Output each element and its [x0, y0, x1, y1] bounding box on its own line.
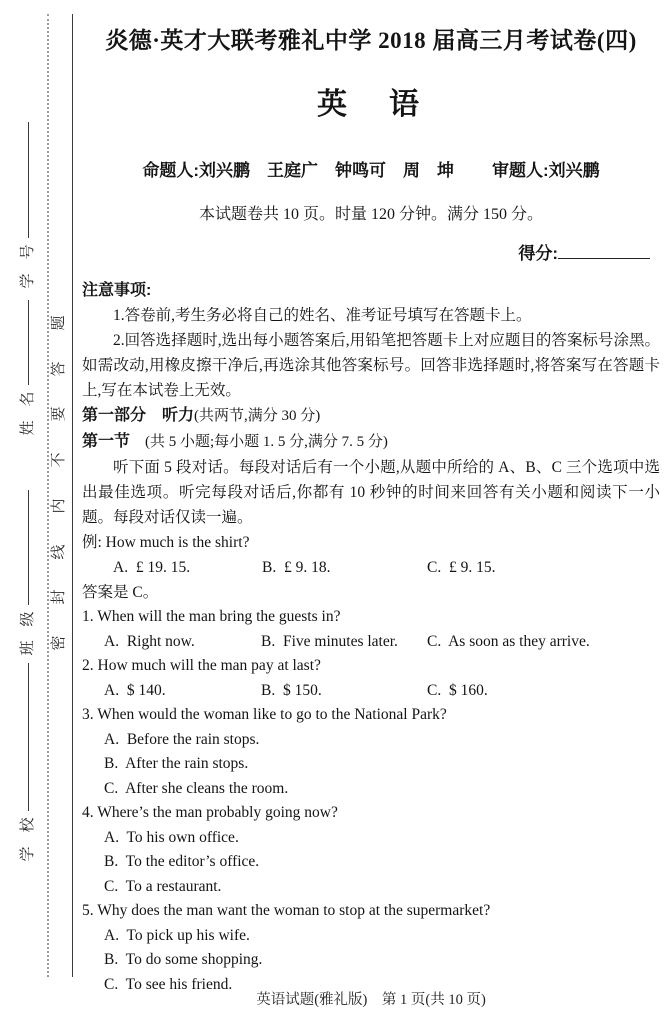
section-one-heading-bold: 第一节 [82, 433, 131, 450]
question-1-options [82, 630, 660, 655]
question-1-option-b: B. Five minutes later. [261, 632, 398, 650]
question-1-option-a: A. Right now. [104, 632, 195, 650]
question-4-number: 4. [82, 804, 98, 821]
notice-item-1: 1.答卷前,考生务必将自己的姓名、准考证号填写在答题卡上。 [113, 307, 532, 324]
question-5-option-c: C. To see his friend. [104, 975, 233, 993]
part-one-heading-note: (共两节,满分 30 分) [194, 408, 321, 424]
example-option-a: A. £ 19. 15. [113, 559, 191, 576]
question-4-option-c: C. To a restaurant. [104, 877, 222, 895]
question-4-text: Where’s the man probably going now? [97, 804, 338, 821]
question-5 [82, 899, 660, 924]
question-1-number: 1. [82, 608, 98, 625]
subject-title: 英 语 [317, 88, 425, 121]
seal-field-name [16, 300, 40, 436]
question-2-options [82, 679, 660, 704]
question-2-option-b: B. $ 150. [261, 681, 322, 699]
seal-notice-char: 密 [51, 635, 67, 651]
example-option-b: B. £ 9. 18. [262, 559, 331, 576]
question-2 [82, 654, 660, 679]
question-2-option-c: C. $ 160. [427, 681, 488, 699]
listening-instructions: 听下面 5 段对话。每段对话后有一个小题,从题中所给的 A、B、C 三个选项中选出最佳选项。听完每段对话后,你都有 10 秒钟的时间来回答有关小题和阅读下一小题。每段对话仅读一遍。 [82, 459, 660, 526]
seal-field-school [16, 663, 40, 862]
seal-notice-char: 封 [51, 589, 67, 605]
exam-title: 炎德·英才大联考雅礼中学 2018 届高三月考试卷(四) [105, 28, 637, 53]
class-blank-line [28, 490, 29, 605]
section-one-heading [82, 429, 660, 455]
seal-field-char: 校 [20, 817, 36, 833]
student-id-blank-line [28, 122, 29, 238]
question-4-option-b: B. To the editor’s office. [104, 853, 260, 870]
seal-field-char: 级 [20, 611, 36, 627]
seal-field-char: 学 [20, 273, 36, 289]
question-2-option-a: A. $ 140. [104, 681, 166, 699]
main-content [82, 0, 660, 997]
setters-line [82, 160, 660, 182]
example-answer: 答案是 C。 [82, 584, 159, 601]
question-4-option-a: A. To his own office. [104, 828, 239, 846]
question-1 [82, 605, 660, 630]
seal-notice-char: 不 [51, 452, 67, 468]
question-5-option-a: A. To pick up his wife. [104, 926, 250, 944]
seal-notice-text [51, 315, 67, 651]
question-2-text: How much will the man pay at last? [97, 657, 321, 674]
example-prompt: 例: How much is the shirt? [82, 534, 250, 551]
question-1-option-c: C. As soon as they arrive. [427, 632, 590, 650]
seal-field-char: 号 [20, 244, 36, 260]
part-one-heading-bold: 第一部分 听力 [82, 407, 195, 424]
setters-label: 命题人: [142, 161, 199, 180]
notice-item-2: 2.回答选择题时,选出每小题答案后,用铅笔把答题卡上对应题目的答案标号涂黑。如需改动,用橡皮擦干净后,再选涂其他答案标号。回答非选择题时,将答案写在答题卡上,写在本试卷上无效。 [82, 332, 660, 399]
question-3-option-b: B. After the rain stops. [104, 755, 249, 772]
question-3 [82, 703, 660, 728]
question-5-text: Why does the man want the woman to stop at the supermarket? [97, 902, 491, 919]
seal-field-char: 班 [20, 640, 36, 656]
question-4 [82, 801, 660, 826]
part-one-heading [82, 403, 660, 429]
seal-field-student-id [16, 122, 40, 289]
question-1-text: When will the man bring the guests in? [97, 608, 341, 625]
score-line [82, 242, 650, 266]
seal-dotted-line [47, 14, 49, 977]
seal-notice-char: 要 [51, 406, 67, 422]
score-blank-line [558, 243, 650, 259]
question-3-text: When would the woman like to go to the National Park? [97, 706, 447, 723]
setters-names: 刘兴鹏 王庭广 钟鸣可 周 坤 [199, 161, 454, 180]
question-3-number: 3. [82, 706, 98, 723]
seal-notice-char: 线 [51, 544, 67, 560]
question-3-option-a: A. Before the rain stops. [104, 730, 260, 748]
page-footer: 英语试题(雅礼版) 第 1 页(共 10 页) [256, 992, 486, 1008]
reviewer-label: 审题人: [492, 161, 549, 180]
name-blank-line [28, 300, 29, 385]
seal-notice-char: 题 [51, 315, 67, 331]
example-options [82, 555, 660, 580]
question-3-option-c: C. After she cleans the room. [104, 779, 289, 797]
question-2-number: 2. [82, 657, 98, 674]
school-blank-line [28, 663, 29, 811]
example-option-c: C. £ 9. 15. [427, 559, 496, 576]
seal-notice-char: 答 [51, 361, 67, 377]
notice-heading: 注意事项: [82, 282, 152, 299]
section-one-heading-note: (共 5 小题;每小题 1. 5 分,满分 7. 5 分) [130, 434, 388, 450]
seal-field-class [16, 490, 40, 656]
seal-solid-line [72, 14, 73, 977]
seal-field-char: 名 [20, 391, 36, 407]
reviewer-name: 刘兴鹏 [548, 161, 600, 180]
question-5-option-b: B. To do some shopping. [104, 951, 263, 968]
paper-info-line: 本试题卷共 10 页。时量 120 分钟。满分 150 分。 [198, 206, 543, 223]
score-label: 得分: [518, 244, 558, 263]
seal-notice-char: 内 [51, 498, 67, 514]
seal-field-char: 姓 [20, 420, 36, 436]
seal-field-char: 学 [20, 846, 36, 862]
question-5-number: 5. [82, 902, 98, 919]
questions-list [82, 605, 660, 997]
